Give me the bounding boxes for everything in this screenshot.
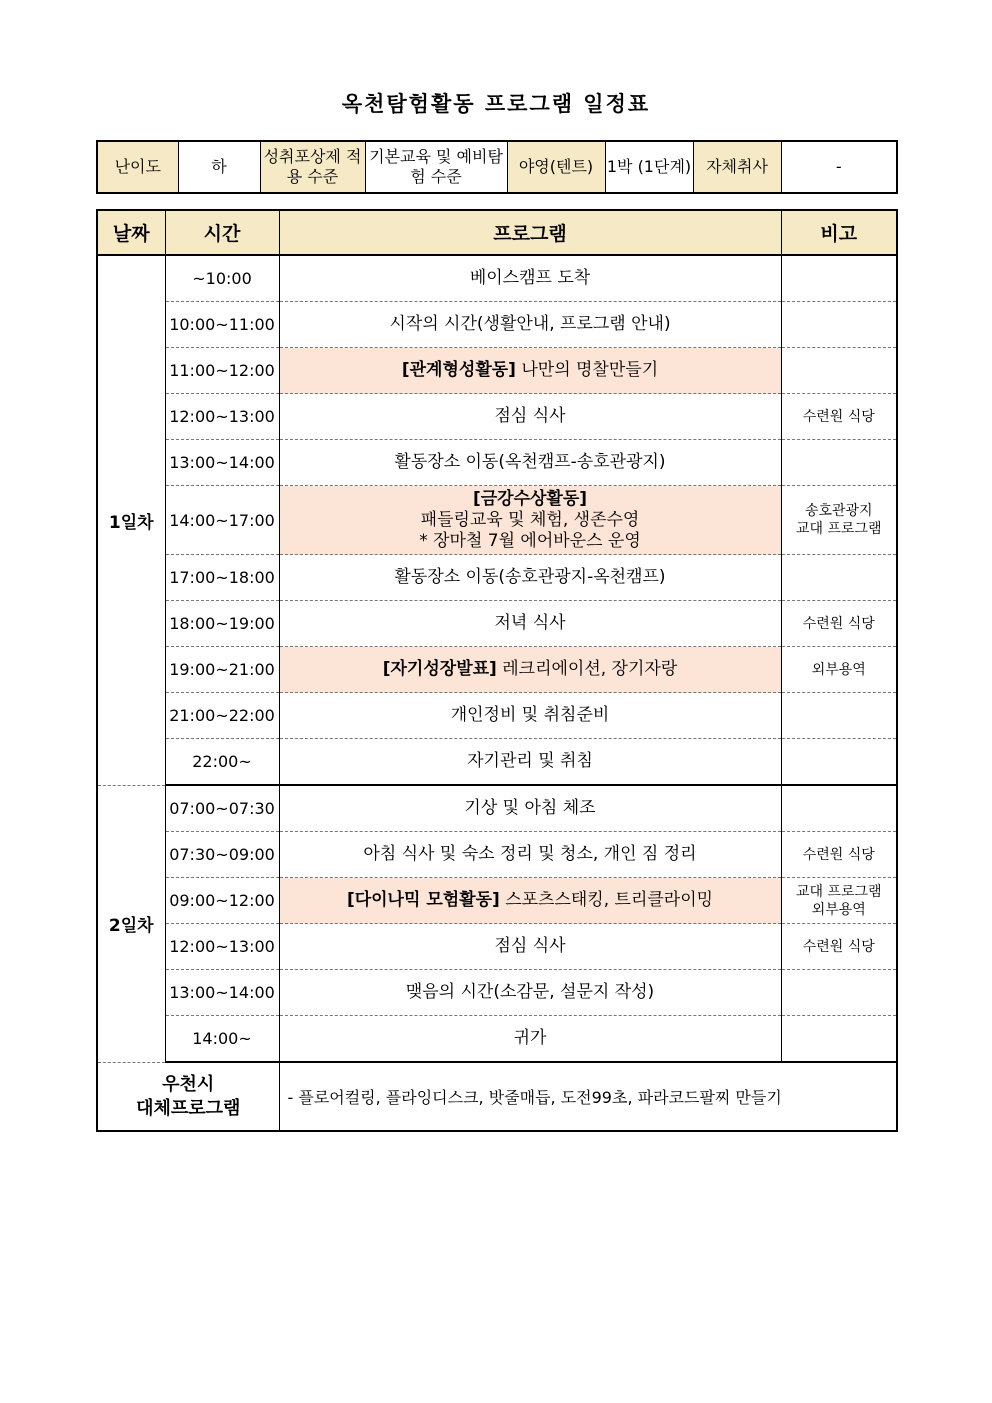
program-text: 저녁 식사	[494, 613, 566, 633]
time-cell: 07:30~09:00	[165, 832, 279, 878]
note-cell	[781, 601, 897, 647]
header-program: 프로그램	[279, 210, 781, 255]
program-text: 패들링교육 및 체험, 생존수영	[420, 509, 640, 530]
note-cell	[781, 924, 897, 970]
day-label: 2일차	[97, 785, 165, 1062]
note-cell	[781, 647, 897, 693]
program-category-tag: [자기성장발표]	[382, 659, 497, 679]
difficulty-value: 하	[178, 141, 260, 193]
note-text: 송호관광지	[804, 503, 873, 519]
table-row	[97, 647, 897, 693]
note-cell	[781, 440, 897, 486]
table-row	[97, 693, 897, 739]
award-level-value: 기본교육 및 예비탐험 수준	[365, 141, 507, 193]
note-cell	[781, 302, 897, 348]
time-cell: 22:00~	[165, 739, 279, 786]
program-text: 스포츠스태킹, 트리클라이밍	[505, 890, 714, 910]
program-text: 활동장소 이동(옥천캠프-송호관광지)	[394, 452, 666, 472]
camping-value: 1박 (1단계)	[605, 141, 693, 193]
award-level-label: 성취포상제 적용 수준	[260, 141, 365, 193]
camping-label: 야영(텐트)	[507, 141, 605, 193]
program-text: 점심 식사	[494, 936, 566, 956]
day-label: 1일차	[97, 255, 165, 785]
table-row	[97, 924, 897, 970]
time-cell: ~10:00	[165, 255, 279, 302]
rain-alternative-programs: - 플로어컬링, 플라잉디스크, 밧줄매듭, 도전99초, 파라코드팔찌 만들기	[279, 1062, 897, 1131]
program-note-text: * 장마철 7월 에어바운스 운영	[419, 530, 641, 551]
time-cell: 18:00~19:00	[165, 601, 279, 647]
program-text: 점심 식사	[494, 406, 566, 426]
program-cell	[279, 555, 781, 601]
table-row	[97, 1016, 897, 1063]
rain-alternative-row	[97, 1062, 897, 1131]
program-cell	[279, 785, 781, 832]
program-category-tag: [관계형성활동]	[401, 360, 516, 380]
program-text: 시작의 시간(생활안내, 프로그램 안내)	[389, 314, 671, 334]
program-cell	[279, 1016, 781, 1063]
table-row	[97, 555, 897, 601]
note-text: 수련원 식당	[802, 408, 875, 425]
program-text: 기상 및 아침 체조	[464, 798, 596, 818]
note-cell	[781, 555, 897, 601]
time-cell: 21:00~22:00	[165, 693, 279, 739]
program-category-tag: [다이나믹 모험활동]	[346, 890, 500, 910]
time-cell: 09:00~12:00	[165, 878, 279, 924]
difficulty-label: 난이도	[97, 141, 178, 193]
schedule-table	[96, 209, 898, 1132]
note-cell	[781, 693, 897, 739]
time-cell: 12:00~13:00	[165, 394, 279, 440]
time-cell: 12:00~13:00	[165, 924, 279, 970]
rain-label-line1: 우천시	[162, 1073, 215, 1095]
program-cell	[279, 739, 781, 786]
program-cell	[279, 255, 781, 302]
note-text: 외부용역	[811, 901, 866, 918]
table-row	[97, 348, 897, 394]
header-time: 시간	[165, 210, 279, 255]
table-row	[97, 785, 897, 832]
program-text: 나만의 명찰만들기	[521, 360, 659, 380]
table-row	[97, 878, 897, 924]
program-cell	[279, 647, 781, 693]
note-cell	[781, 486, 897, 555]
header-note: 비고	[781, 210, 897, 255]
program-text: 활동장소 이동(송호관광지-옥천캠프)	[394, 567, 666, 587]
schedule-header-row	[97, 210, 897, 255]
program-cell	[279, 440, 781, 486]
note-cell	[781, 1016, 897, 1063]
self-cooking-value: -	[781, 141, 897, 193]
time-cell: 17:00~18:00	[165, 555, 279, 601]
program-cell	[279, 601, 781, 647]
table-row	[97, 832, 897, 878]
note-cell	[781, 348, 897, 394]
time-cell: 11:00~12:00	[165, 348, 279, 394]
table-row	[97, 601, 897, 647]
table-row	[97, 255, 897, 302]
note-cell	[781, 878, 897, 924]
self-cooking-label: 자체취사	[693, 141, 781, 193]
time-cell: 07:00~07:30	[165, 785, 279, 832]
program-text: 자기관리 및 취침	[467, 751, 593, 771]
rain-label-line2: 대체프로그램	[136, 1097, 241, 1119]
note-text: 외부용역	[811, 661, 866, 678]
rain-alternative-label	[97, 1062, 279, 1131]
program-cell	[279, 970, 781, 1016]
time-cell: 10:00~11:00	[165, 302, 279, 348]
note-cell	[781, 255, 897, 302]
program-cell	[279, 832, 781, 878]
program-cell	[279, 348, 781, 394]
note-text: 교대 프로그램	[795, 883, 882, 900]
note-text: 수련원 식당	[802, 846, 875, 863]
table-row	[97, 486, 897, 555]
header-date: 날짜	[97, 210, 165, 255]
table-row	[97, 394, 897, 440]
program-cell	[279, 486, 781, 555]
note-text: 수련원 식당	[802, 938, 875, 955]
program-text: 레크리에이션, 장기자랑	[502, 659, 678, 679]
time-cell: 13:00~14:00	[165, 970, 279, 1016]
program-cell	[279, 302, 781, 348]
note-cell	[781, 832, 897, 878]
time-cell: 19:00~21:00	[165, 647, 279, 693]
table-row	[97, 739, 897, 786]
info-table	[96, 140, 898, 194]
note-cell	[781, 739, 897, 786]
note-text: 수련원 식당	[802, 615, 875, 632]
page-title: 옥천탐험활동 프로그램 일정표	[341, 91, 651, 116]
note-cell	[781, 394, 897, 440]
table-row	[97, 440, 897, 486]
note-cell	[781, 785, 897, 832]
time-cell: 13:00~14:00	[165, 440, 279, 486]
program-text: 개인정비 및 취침준비	[450, 705, 610, 725]
time-cell: 14:00~	[165, 1016, 279, 1063]
note-text: 교대 프로그램	[795, 521, 882, 537]
table-row	[97, 302, 897, 348]
program-cell	[279, 394, 781, 440]
program-text: 귀가	[513, 1028, 547, 1048]
program-text: 맺음의 시간(소감문, 설문지 작성)	[405, 982, 655, 1002]
program-cell	[279, 693, 781, 739]
note-cell	[781, 970, 897, 1016]
table-row	[97, 970, 897, 1016]
program-text: 아침 식사 및 숙소 정리 및 청소, 개인 짐 정리	[363, 844, 697, 864]
program-cell	[279, 924, 781, 970]
program-category-tag: [금강수상활동]	[472, 488, 588, 509]
program-text: 베이스캠프 도착	[469, 268, 591, 288]
program-cell	[279, 878, 781, 924]
time-cell: 14:00~17:00	[165, 486, 279, 555]
